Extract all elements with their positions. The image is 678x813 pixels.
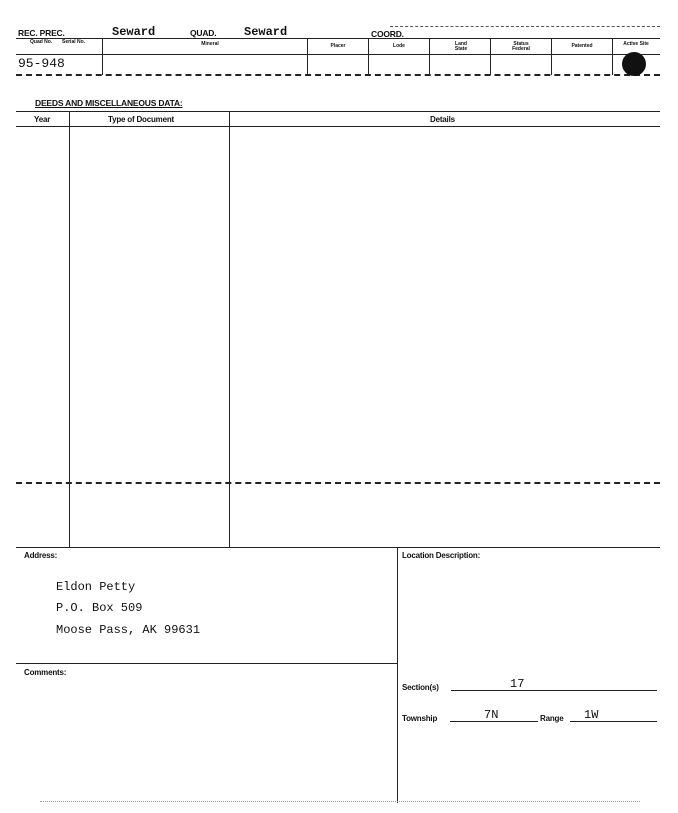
deeds-header-line — [16, 126, 660, 127]
rec-prec-value: Seward — [112, 25, 156, 39]
col-divider — [102, 38, 103, 75]
type-column-header: Type of Document — [108, 115, 174, 124]
deeds-top-line — [16, 111, 660, 112]
section-underline — [451, 690, 657, 691]
quad-no-value: 95-948 — [18, 56, 65, 71]
lode-header: Lode — [393, 43, 405, 49]
range-label: Range — [540, 714, 564, 723]
coord-top-line — [390, 26, 660, 27]
coord-label: COORD. — [371, 29, 404, 39]
col-divider — [490, 38, 491, 75]
scan-noise — [40, 801, 640, 802]
location-description-label: Location Description: — [402, 551, 481, 560]
col-divider — [307, 38, 308, 75]
address-line-1: Eldon Petty — [56, 580, 136, 594]
quad-no-header: Quad No. — [30, 39, 53, 45]
status-federal-header: Status Federal — [512, 41, 530, 52]
deeds-section-title: DEEDS AND MISCELLANEOUS DATA: — [35, 98, 183, 108]
placer-header: Placer — [330, 43, 346, 49]
township-value: 7N — [484, 708, 499, 722]
land-state-header: Land State — [454, 41, 468, 52]
section-value: 17 — [510, 677, 525, 691]
comments-label: Comments: — [24, 668, 67, 677]
quad-label: QUAD. — [190, 28, 217, 38]
header-line — [16, 38, 660, 39]
quad-value: Seward — [244, 25, 288, 39]
record-dashed-line — [16, 74, 660, 76]
patented-header: Patented — [571, 43, 593, 49]
range-value: 1W — [584, 708, 599, 722]
details-column-header: Details — [430, 115, 455, 124]
col-divider — [368, 38, 369, 75]
address-line-3: Moose Pass, AK 99631 — [56, 623, 201, 637]
active-header: Active Site — [623, 41, 649, 47]
mineral-header: Mineral — [201, 41, 219, 47]
serial-no-header: Serial No. — [62, 39, 86, 45]
address-label: Address: — [24, 551, 58, 560]
col-divider — [551, 38, 552, 75]
rec-prec-label: REC. PREC. — [18, 28, 65, 38]
deeds-dashed-line — [16, 482, 660, 484]
year-column-header: Year — [34, 115, 51, 124]
section-label: Section(s) — [402, 683, 439, 692]
township-label: Township — [402, 714, 438, 723]
col-divider — [612, 38, 613, 75]
deeds-bottom-line — [16, 547, 660, 548]
col-divider — [429, 38, 430, 75]
comments-top-line — [16, 663, 397, 664]
column-header-line — [16, 54, 660, 55]
address-location-divider — [397, 547, 398, 803]
address-line-2: P.O. Box 509 — [56, 601, 143, 615]
hole-punch — [622, 52, 646, 76]
